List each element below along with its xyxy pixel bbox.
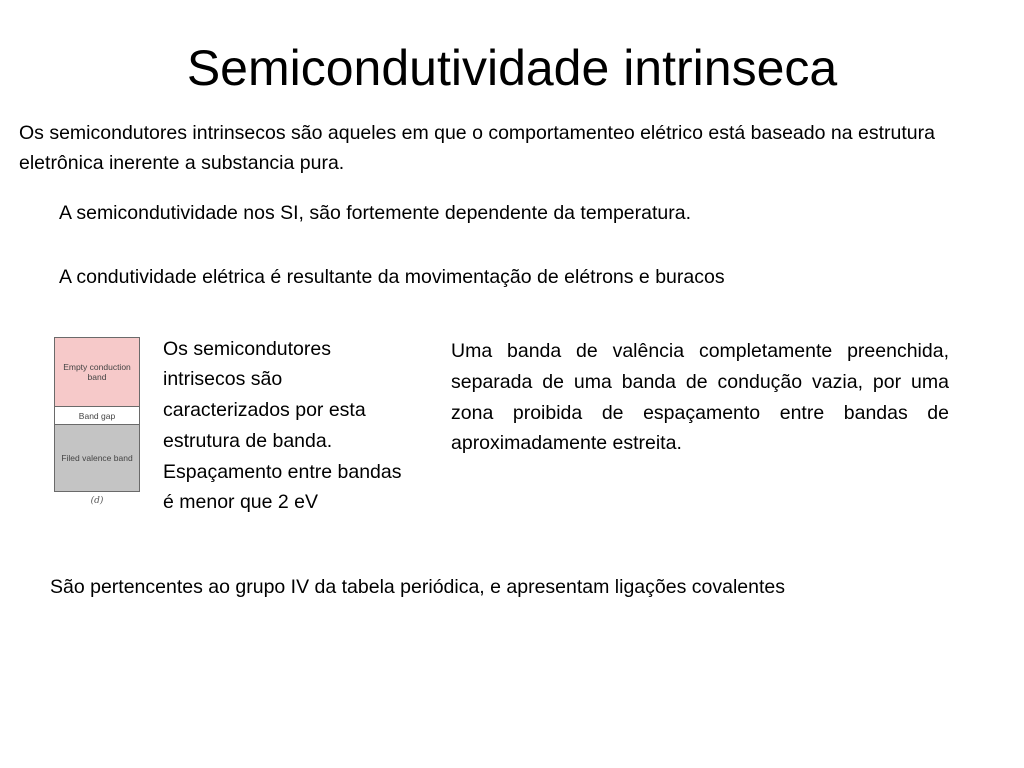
temperature-statement: A semicondutividade nos SI, são fortemente dependente da temperatura.: [59, 202, 691, 224]
slide-title: Semicondutividade intrinseca: [186, 40, 838, 96]
band-description: Os semicondutores intrisecos são caracterizados por esta estrutura de banda. Espaçamento entre bandas é menor que 2 eV: [163, 337, 402, 514]
conductivity-statement: A condutividade elétrica é resultante da movimentação de elétrons e buracos: [59, 266, 725, 288]
band-gap-label: Band gap: [54, 407, 140, 424]
filled-valence-band: Filed valence band: [54, 424, 140, 492]
intro-paragraph: Os semicondutores intrinsecos são aqueles em que o comportamenteo elétrico está baseado na estrutura eletrônica inerente a substancia pura.: [19, 122, 935, 174]
group-iv-statement: São pertencentes ao grupo IV da tabela periódica, e apresentam ligações covalentes: [50, 576, 785, 598]
empty-conduction-band: Empty conduction band: [54, 337, 140, 407]
band-structure-diagram: [52, 337, 142, 515]
figure-caption: (d): [90, 496, 104, 506]
valence-band-paragraph: Uma banda de valência completamente preenchida, separada de uma banda de condução vazia, por uma zona proibida de espaçamento entre bandas de aproximadamente estreita.: [451, 340, 949, 455]
